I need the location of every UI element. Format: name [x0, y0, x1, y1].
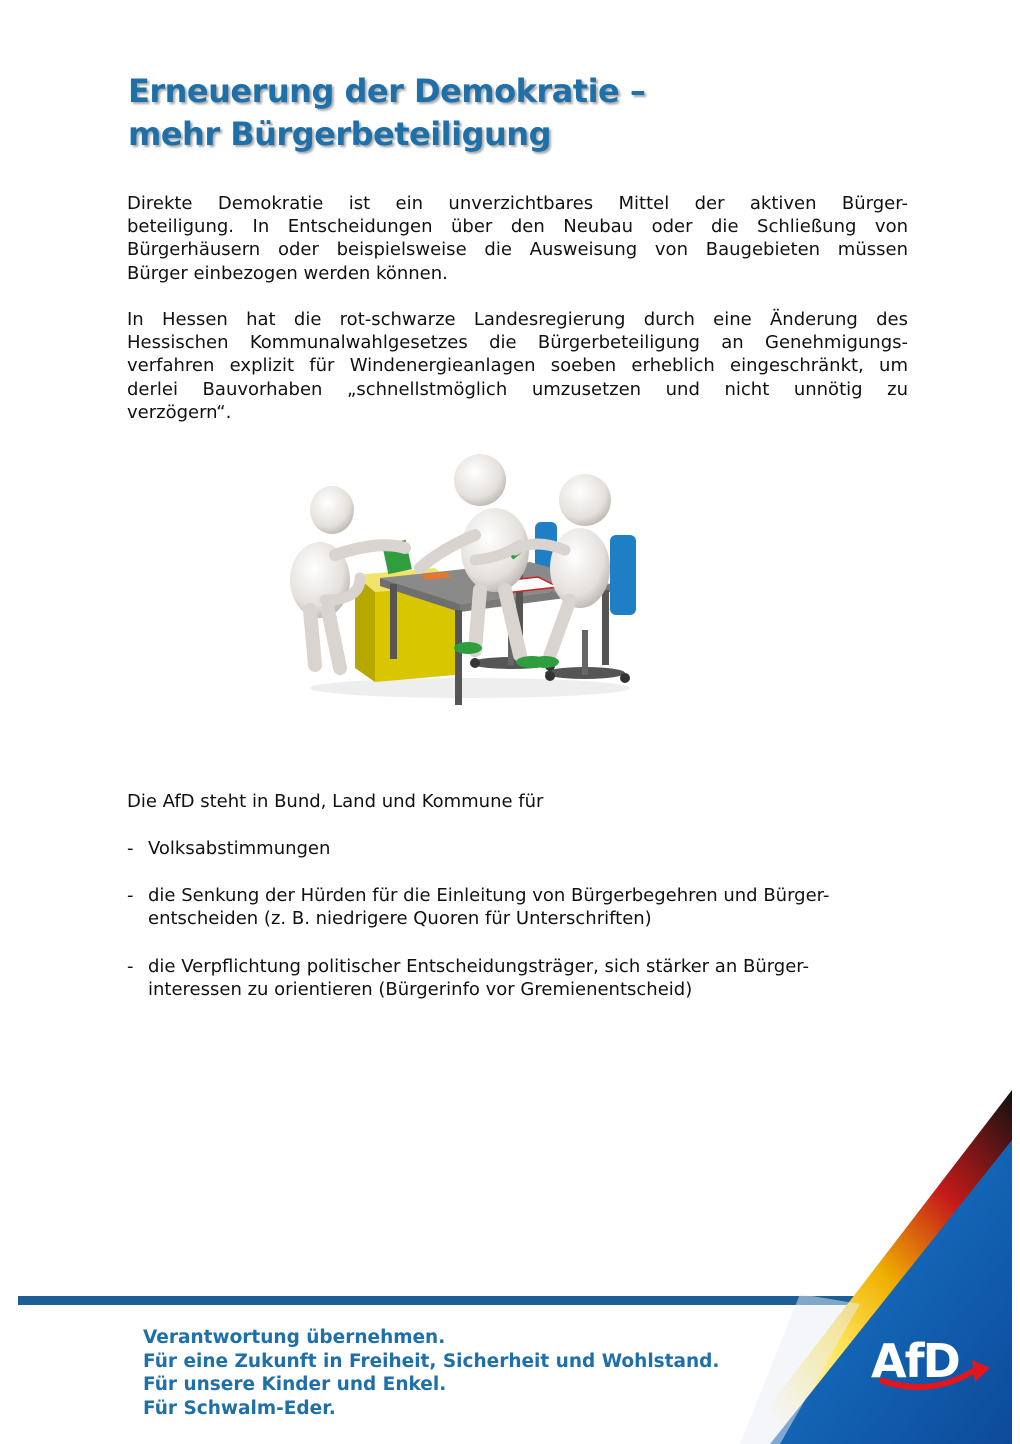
list-item — [127, 837, 917, 860]
slogan-line: Für Schwalm-Eder. — [143, 1397, 336, 1419]
list-item-line: die Verpflichtung politischer Entscheidungsträger, sich stärker an Bürger- — [148, 955, 810, 977]
meeting-illustration — [280, 450, 650, 715]
paragraph-line: Hessischen Kommunalwahlgesetzes die Bürgerbeteiligung an Genehmigungs- — [127, 332, 908, 354]
list-dash: - — [127, 955, 134, 977]
paragraph-line: beteiligung. In Entscheidungen über den Neubau oder die Schließung von — [127, 216, 908, 238]
paragraph-line: Bürger einbezogen werden können. — [127, 262, 448, 284]
page-title — [128, 70, 908, 156]
slogan-line: Für unsere Kinder und Enkel. — [143, 1374, 447, 1395]
list-dash: - — [127, 885, 134, 907]
paragraph-line: Bürgerhäusern oder beispielsweise die Ausweisung von Baugebieten müssen — [127, 239, 908, 261]
title-line-1: Erneuerung der Demokratie – — [128, 72, 646, 110]
list-item-line: entscheiden (z. B. niedrigere Quoren für Unterschriften) — [148, 908, 652, 930]
paragraph-hessen — [127, 308, 908, 424]
list-item-line: die Senkung der Hürden für die Einleitung von Bürgerbegehren und Bürger- — [148, 885, 830, 907]
paragraph-line: In Hessen hat die rot-schwarze Landesregierung durch eine Änderung des — [127, 309, 908, 330]
demands-list — [127, 837, 917, 1025]
intro-text: Die AfD steht in Bund, Land und Kommune für — [127, 791, 544, 812]
list-item-line: interessen zu orientieren (Bürgerinfo vor Gremienentscheid) — [148, 978, 693, 1000]
list-item — [127, 955, 917, 1001]
slogan-line: Für eine Zukunft in Freiheit, Sicherheit und Wohlstand. — [143, 1350, 720, 1372]
title-line-2: mehr Bürgerbeteiligung — [128, 115, 551, 153]
paragraph-line: derlei Bauvorhaben „schnellstmöglich umzusetzen und nicht unnötig zu — [127, 378, 908, 400]
paragraph-line: verfahren explizit für Windenergieanlagen soeben erheblich eingeschränkt, um — [127, 355, 908, 377]
list-item-line: Volksabstimmungen — [148, 838, 331, 859]
paragraph-line: verzögern“. — [127, 401, 232, 423]
paragraph-direct-democracy — [127, 192, 908, 285]
list-dash: - — [127, 838, 134, 859]
slogan-line: Verantwortung übernehmen. — [143, 1327, 446, 1348]
footer-slogans — [143, 1326, 719, 1420]
list-item — [127, 884, 917, 930]
afd-logo: AfD — [871, 1334, 959, 1388]
paragraph-line: Direkte Demokratie ist ein unverzichtbares Mittel der aktiven Bürger- — [127, 193, 908, 214]
